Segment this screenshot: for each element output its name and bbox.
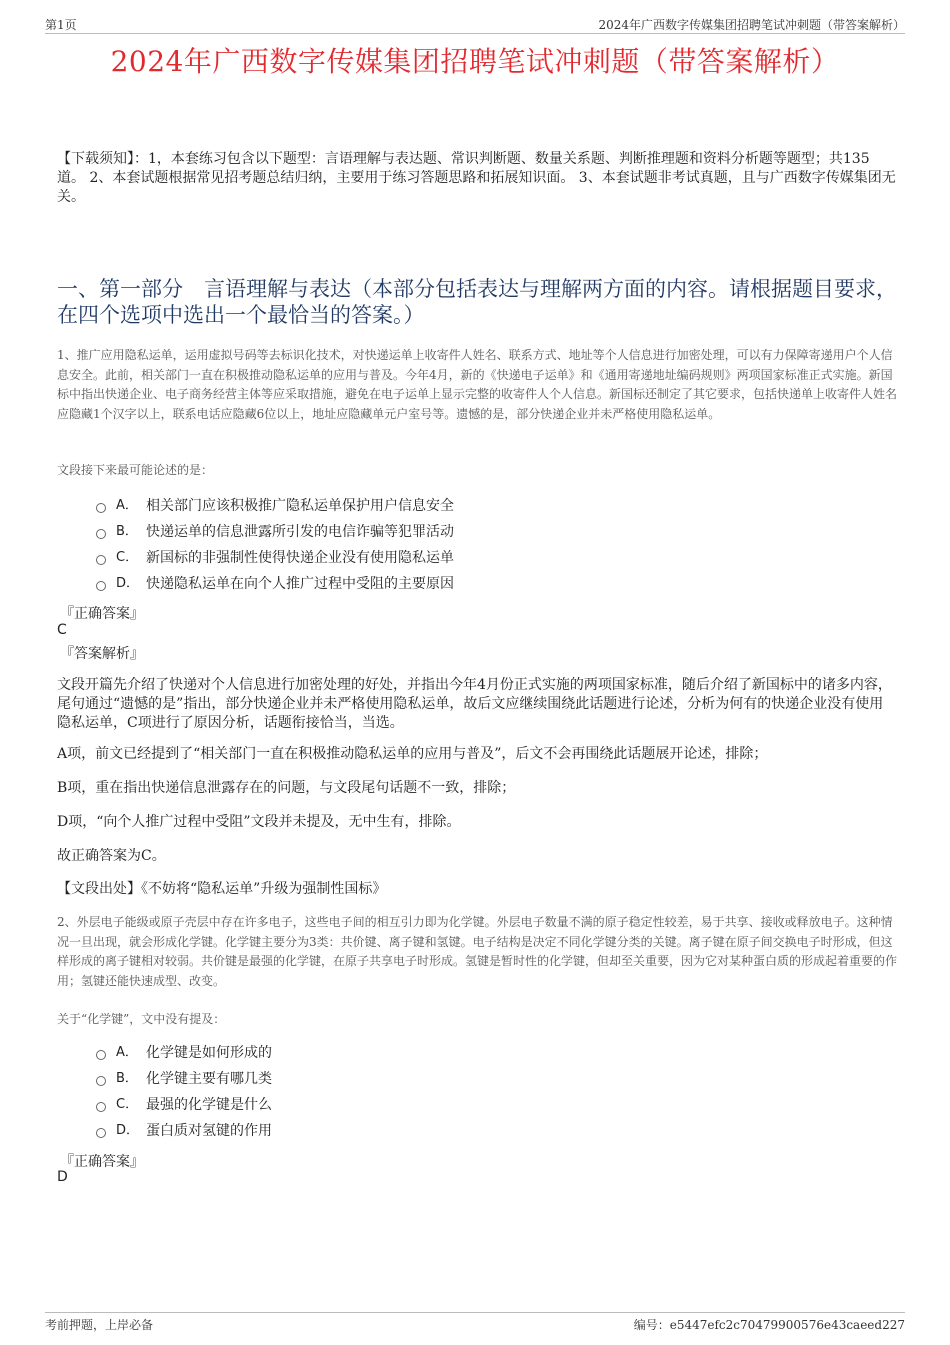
analysis-paragraph: D项，“向个人推广过程中受阻”文段并未提及，无中生有，排除。 [57, 814, 461, 830]
option-text: 新国标的非强制性使得快递企业没有使用隐私运单 [146, 550, 454, 566]
question-1-answer: C [57, 622, 67, 638]
radio-icon[interactable] [96, 1076, 106, 1086]
option-text: 化学键是如何形成的 [146, 1045, 272, 1061]
question-2-option-b[interactable] [96, 1066, 272, 1092]
option-letter: D． [116, 1123, 140, 1138]
radio-icon[interactable] [96, 1050, 106, 1060]
option-letter: C． [116, 550, 139, 565]
analysis-paragraph: A项，前文已经提到了“相关部门一直在积极推动隐私运单的应用与普及”，后文不会再围绕此话题展开论述，排除； [57, 746, 768, 762]
option-text: 最强的化学键是什么 [146, 1097, 272, 1113]
question-1-text: 1、推广应用隐私运单，运用虚拟号码等去标识化技术，对快递运单上收寄件人姓名、联系方式、地址等个人信息进行加密处理，可以有力保障寄递用户个人信息安全。此前，相关部门一直在积极推动隐私运单的应用与普及。今年4月，新的《快递电子运单》和《通用寄递地址编码规则》两项国家标准正式实施。新国标中指出快递企业、电子商务经营主体等应采取措施，避免在电子运单上显示完整的收寄件人个人信息。新国标还制定了其它要求，包括快递单上收寄件人姓名应隐藏1个汉字以上，联系电话应隐藏6位以上，地址应隐藏单元户室号等。遗憾的是，部分快递企业并未严格使用隐私运单。 [57, 348, 898, 421]
question-2-answer: D [57, 1169, 68, 1185]
question-1-options [96, 493, 454, 597]
document-title: 2024年广西数字传媒集团招聘笔试冲刺题（带答案解析） [110, 45, 840, 78]
option-letter: A． [116, 1045, 138, 1060]
question-2-text: 2、外层电子能级或原子壳层中存在许多电子，这些电子间的相互引力即为化学键。外层电子数量不满的原子稳定性较差，易于共享、接收或释放电子。这种情况一旦出现，就会形成化学键。化学键主要分为3类：共价键、离子键和氢键。电子结构是决定不同化学键分类的关键。离子键在原子间交换电子时形成，但这样形成的离子键相对较弱。共价键是最强的化学键，在原子共享电子时形成。氢键是暂时性的化学键，但却至关重要，因为它对某种蛋白质的形成起着重要的作用；氢键还能快速成型、改变。 [57, 915, 898, 988]
question-1-prompt: 文段接下来最可能论述的是： [57, 463, 214, 477]
question-1-option-a[interactable] [96, 493, 454, 519]
page-number: 第1页 [45, 18, 77, 32]
option-letter: B． [116, 1071, 138, 1086]
radio-icon[interactable] [96, 1102, 106, 1112]
radio-icon[interactable] [96, 581, 106, 591]
question-1-answer-label: 『正确答案』 [60, 606, 144, 622]
analysis-paragraph: B项，重在指出快递信息泄露存在的问题，与文段尾句话题不一致，排除； [57, 780, 516, 796]
radio-icon[interactable] [96, 555, 106, 565]
analysis-paragraph: 故正确答案为C。 [57, 848, 166, 864]
option-letter: D． [116, 576, 140, 591]
question-2-option-d[interactable] [96, 1118, 272, 1144]
page-header [45, 16, 905, 34]
option-letter: B． [116, 524, 138, 539]
question-2-option-a[interactable] [96, 1040, 272, 1066]
option-text: 化学键主要有哪几类 [146, 1071, 272, 1087]
analysis-paragraph: 文段开篇先介绍了快递对个人信息进行加密处理的好处，并指出今年4月份正式实施的两项国家标准，随后介绍了新国标中的诸多内容，尾句通过“遗憾的是”指出，部分快递企业并未严格使用隐私运单，故后文应继续围绕此话题进行论述，分析为何有的快递企业没有使用隐私运单，C项进行了原因分析，话题衔接恰当，当选。 [57, 677, 892, 731]
radio-icon[interactable] [96, 1128, 106, 1138]
footer-slogan: 考前押题，上岸必备 [45, 1318, 154, 1332]
passage-source: 【文段出处】《不妨将“隐私运单”升级为强制性国标》 [57, 881, 387, 897]
option-text: 相关部门应该积极推广隐私运单保护用户信息安全 [146, 498, 454, 514]
question-2-options [96, 1040, 272, 1144]
header-doc-title: 2024年广西数字传媒集团招聘笔试冲刺题（带答案解析） [598, 18, 905, 32]
option-text: 快递隐私运单在向个人推广过程中受阻的主要原因 [146, 576, 454, 592]
section-heading: 一、第一部分 言语理解与表达（本部分包括表达与理解两方面的内容。请根据题目要求，在四个选项中选出一个最恰当的答案。） [57, 277, 897, 327]
question-1-analysis-label: 『答案解析』 [60, 646, 144, 662]
question-1-option-d[interactable] [96, 571, 454, 597]
option-letter: A． [116, 498, 138, 513]
footer-serial: 编号：e5447efc2c70479900576e43caeed227 [633, 1318, 905, 1332]
page-footer [45, 1312, 905, 1333]
radio-icon[interactable] [96, 529, 106, 539]
option-letter: C． [116, 1097, 139, 1112]
option-text: 快递运单的信息泄露所引发的电信诈骗等犯罪活动 [146, 524, 454, 540]
option-text: 蛋白质对氢键的作用 [146, 1123, 272, 1139]
radio-icon[interactable] [96, 503, 106, 513]
question-2-option-c[interactable] [96, 1092, 272, 1118]
question-2-prompt: 关于“化学键”，文中没有提及： [57, 1012, 226, 1026]
download-notice: 【下载须知】：1，本套练习包含以下题型：言语理解与表达题、常识判断题、数量关系题、判断推理题和资料分析题等题型；共135道。 2、本套试题根据常见招考题总结归纳，主要用于练习答题思路和拓展知识面。 3、本套试题非考试真题，且与广西数字传媒集团无关。 [57, 151, 896, 205]
question-2-answer-label: 『正确答案』 [60, 1154, 144, 1170]
question-1-option-b[interactable] [96, 519, 454, 545]
question-1-option-c[interactable] [96, 545, 454, 571]
